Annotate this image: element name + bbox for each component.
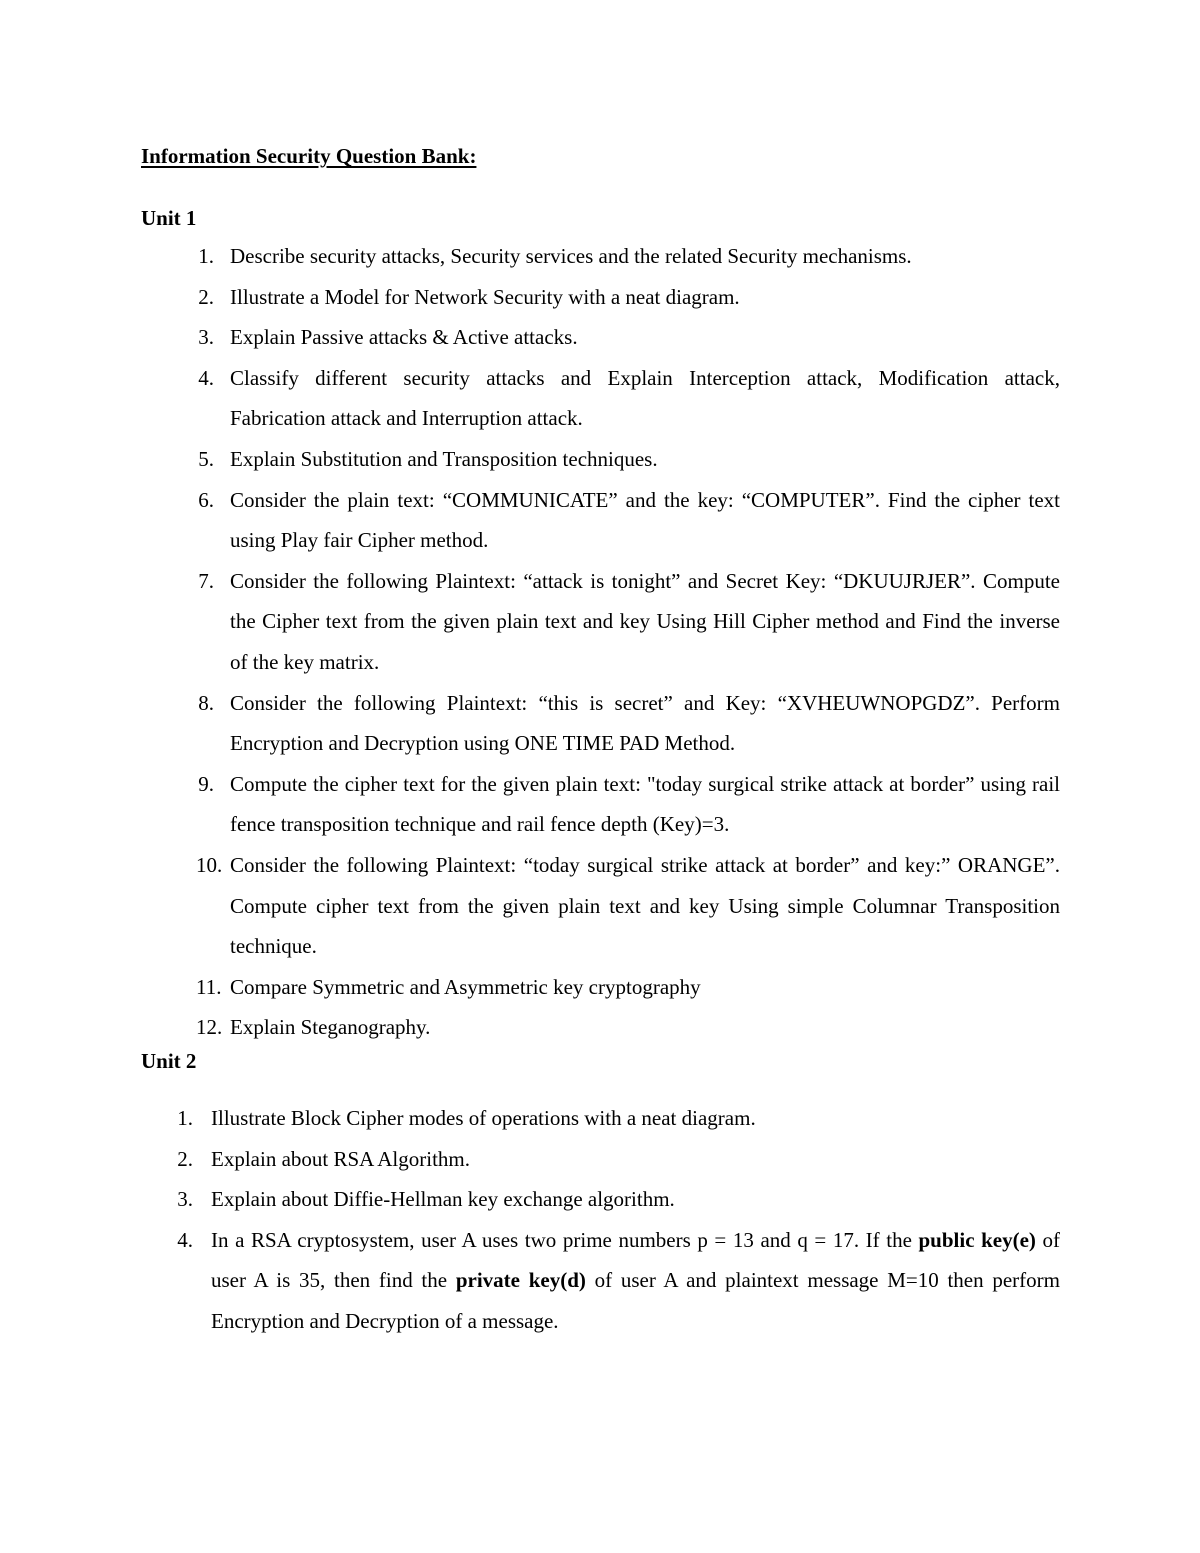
question-text-part: of user A and plaintext message M=10 then perform Encryption and Decryption of a message. <box>211 1268 1060 1333</box>
question-number: 3. <box>177 1187 193 1212</box>
list-item <box>160 1139 1060 1180</box>
unit-1-heading: Unit 1 <box>141 206 197 230</box>
question-number: 2. <box>198 284 214 309</box>
question-text: Classify different security attacks and Explain Interception attack, Modification attack, Fabrication attack and Interruption attack. <box>230 365 1060 431</box>
list-item <box>176 480 1060 561</box>
question-text: Compare Symmetric and Asymmetric key cryptography <box>230 974 701 999</box>
list-item <box>176 1007 1060 1048</box>
question-text: Describe security attacks, Security services and the related Security mechanisms. <box>230 244 912 268</box>
list-item <box>176 845 1060 967</box>
question-text-part: of user A is 35, then find the <box>211 1227 1060 1293</box>
question-number: 8. <box>198 690 214 715</box>
question-text: Explain about Diffie-Hellman key exchange algorithm. <box>211 1187 675 1212</box>
question-text: Explain Passive attacks & Active attacks. <box>230 325 578 350</box>
question-text <box>211 1228 1060 1333</box>
question-number: 1. <box>177 1106 193 1130</box>
list-item <box>176 358 1060 439</box>
list-item <box>160 1098 1060 1139</box>
question-number: 9. <box>198 771 214 796</box>
list-item <box>176 277 1060 318</box>
question-number: 12. <box>196 1015 223 1040</box>
list-item <box>176 967 1060 1008</box>
emphasis-public-key: public key(e) <box>918 1227 1036 1252</box>
emphasis-private-key: private key(d) <box>455 1268 586 1293</box>
list-item <box>160 1179 1060 1220</box>
question-number: 2. <box>177 1146 193 1171</box>
question-text: Illustrate Block Cipher modes of operations with a neat diagram. <box>211 1106 756 1130</box>
question-number: 6. <box>198 487 214 512</box>
question-number: 11. <box>196 974 222 999</box>
unit-2-heading: Unit 2 <box>141 1049 197 1073</box>
list-item <box>176 764 1060 845</box>
question-text: Consider the following Plaintext: “this is secret” and Key: “XVHEUWNOPGDZ”. Perform Encryption and Decryption using ONE TIME PAD Method. <box>230 690 1060 756</box>
question-text: Explain Steganography. <box>230 1015 431 1040</box>
list-item <box>176 236 1060 277</box>
question-number: 4. <box>177 1227 193 1252</box>
question-number: 4. <box>198 365 214 390</box>
unit-2-question-list <box>160 1098 1060 1342</box>
question-text: Explain Substitution and Transposition techniques. <box>230 446 658 471</box>
document-title: Information Security Question Bank: <box>141 144 477 168</box>
question-number: 5. <box>198 446 214 471</box>
question-text: Explain about RSA Algorithm. <box>211 1146 471 1171</box>
question-text: Consider the plain text: “COMMUNICATE” and the key: “COMPUTER”. Find the cipher text using Play fair Cipher method. <box>230 487 1060 553</box>
list-item <box>160 1220 1060 1342</box>
question-text: Illustrate a Model for Network Security with a neat diagram. <box>230 284 740 309</box>
list-item <box>176 317 1060 358</box>
unit-1-question-list <box>176 236 1060 1048</box>
question-text-part: In a RSA cryptosystem, user A uses two prime numbers p = 13 and q = 17. If the <box>211 1227 919 1252</box>
question-text: Consider the following Plaintext: “attack is tonight” and Secret Key: “DKUUJRJER”. Compute the Cipher text from the given plain text and key Using Hill Cipher method and Find the inverse of the key matrix. <box>230 568 1060 674</box>
list-item <box>176 683 1060 764</box>
question-number: 1. <box>198 244 214 268</box>
question-number: 3. <box>198 325 214 350</box>
question-number: 10. <box>196 852 223 877</box>
question-text: Consider the following Plaintext: “today surgical strike attack at border” and key:” ORANGE”. Compute cipher text from the given plain text and key Using simple Columnar Transposition technique. <box>230 852 1060 959</box>
question-number: 7. <box>198 568 214 593</box>
list-item <box>176 561 1060 683</box>
list-item <box>176 439 1060 480</box>
question-text: Compute the cipher text for the given plain text: "today surgical strike attack at border” using rail fence transposition technique and rail fence depth (Key)=3. <box>230 771 1060 837</box>
